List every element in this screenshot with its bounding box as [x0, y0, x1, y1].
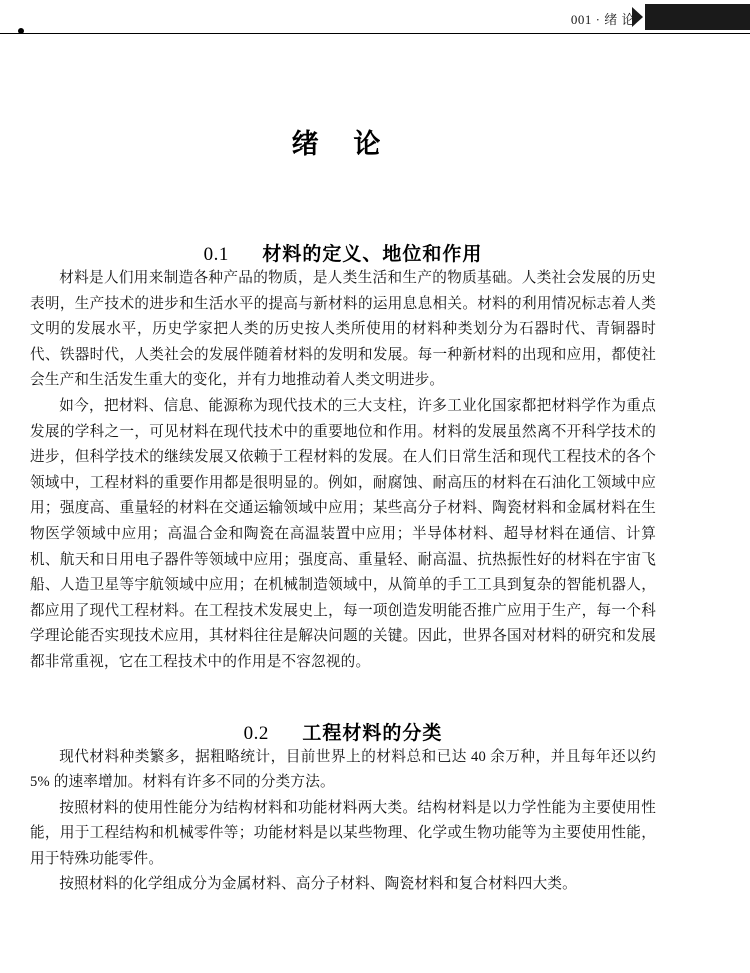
section-title: 材料的定义、地位和作用 — [262, 244, 483, 265]
paragraph: 如今，把材料、信息、能源称为现代技术的三大支柱，许多工业化国家都把材料学作为重点发展的学科之一，可见材料在现代技术中的重要地位和作用。材料的发展虽然离不开科学技术的进步，但科学技术的继续发展又依赖于工程材料的发展。在人们日常生活和现代工程技术的各个领域中，工程材料的重要作用都是很明显的。例如，耐腐蚀、耐高压的材料在石油化工领域中应用；强度高、重量轻的材料在交通运输领域中应用；某些高分子材料、陶瓷材料和金属材料在生物医学领域中应用；高温合金和陶瓷在高温装置中应用；半导体材料、超导材料在通信、计算机、航天和日用电子器件等领域中应用；强度高、重量轻、耐高温、抗热振性好的材料在宇宙飞船、人造卫星等宇航领域中应用；在机械制造领域中，从简单的手工工具到复杂的智能机器人，都应用了现代工程材料。在工程技术发展史上，每一项创造发明能否推广应用于生产，每一个科学理论能否实现技术应用，其材料往往是解决问题的关键。因此，世界各国对材料的研究和发展都非常重视，它在工程技术中的作用是不容忽视的。 — [30, 397, 656, 670]
section-number: 0.1 — [203, 244, 229, 265]
paragraph: 按照材料的使用性能分为结构材料和功能材料两大类。结构材料是以力学性能为主要使用性能，用于工程结构和机械零件等；功能材料是以某些物理、化学或生物功能等为主要使用性能，用于特殊功能零件。 — [30, 799, 656, 867]
paragraph: 材料是人们用来制造各种产品的物质，是人类生活和生产的物质基础。人类社会发展的历史表明，生产技术的进步和生活水平的提高与新材料的运用息息相关。材料的利用情况标志着人类文明的发展水平，历史学家把人类的历史按人类所使用的材料种类划分为石器时代、青铜器时代、铁器时代，人类社会的发展伴随着材料的发明和发展。每一种新材料的出现和应用，都使社会生产和生活发生重大的变化，并有力地推动着人类文明进步。 — [30, 270, 656, 389]
page-title: 绪 论 — [291, 129, 395, 159]
page-header — [0, 0, 750, 34]
paragraph: 按照材料的化学组成分为金属材料、高分子材料、陶瓷材料和复合材料四大类。 — [59, 876, 577, 893]
header-black-tab — [645, 4, 750, 30]
running-head-text: 001 · 绪 论 — [570, 12, 635, 27]
paragraph: 现代材料种类繁多，据粗略统计，目前世界上的材料总和已达 40 余万种，并且每年还以约 5% 的速率增加。材料有许多不同的分类方法。 — [30, 748, 656, 791]
section-number: 0.2 — [243, 722, 269, 744]
section-title: 工程材料的分类 — [302, 722, 443, 744]
section-heading-0-2 — [30, 718, 656, 745]
page-content — [30, 34, 656, 898]
section-heading-0-1 — [30, 239, 656, 266]
page-left-margin — [0, 34, 26, 973]
